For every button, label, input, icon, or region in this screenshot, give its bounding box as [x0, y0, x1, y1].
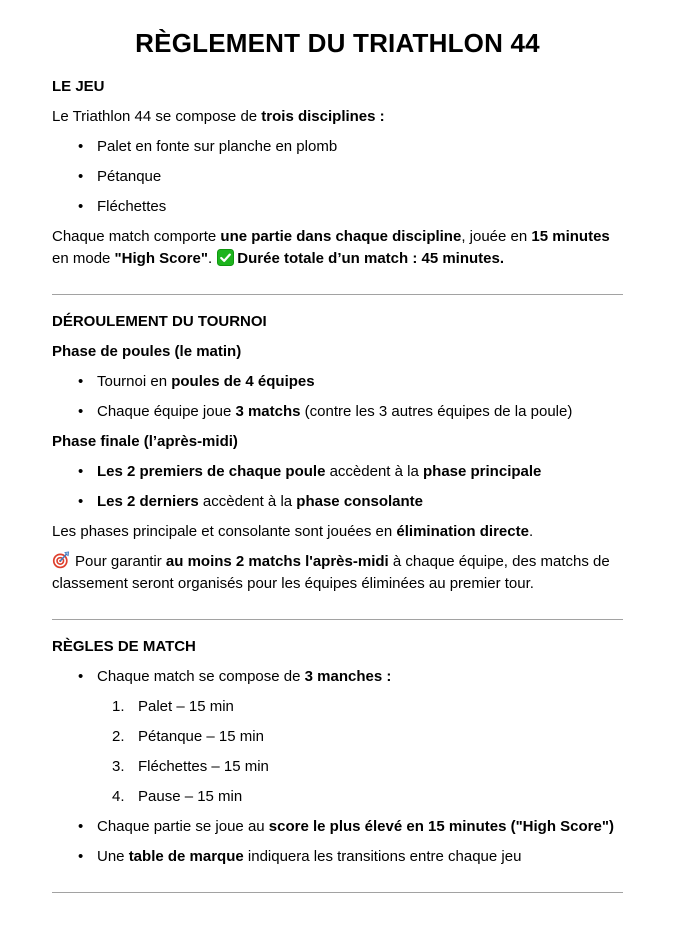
bold-text-run: poules de 4 équipes: [171, 373, 315, 390]
text-run: en mode: [52, 250, 115, 267]
list-item: [52, 136, 623, 158]
bullet-marker: •: [78, 138, 84, 155]
subheading-phase-poules: Phase de poules (le matin): [52, 343, 242, 360]
bold-text-run: une partie dans chaque discipline: [220, 228, 462, 245]
bold-text-run: Durée totale d’un match : 45 minutes.: [237, 250, 505, 267]
disciplines-list: [52, 136, 623, 226]
bold-text-run: 3 matchs: [235, 403, 301, 420]
list-item-text: Fléchettes: [97, 198, 167, 215]
text-run: Les phases principale et consolante sont jouées en: [52, 523, 397, 540]
bold-text-run: au moins 2 matchs l'après-midi: [165, 553, 389, 570]
section-heading-deroulement: DÉROULEMENT DU TOURNOI: [52, 313, 267, 330]
text-run: Le Triathlon 44 se compose de: [52, 108, 262, 125]
bullet-marker: •: [78, 198, 84, 215]
section-divider: [52, 294, 623, 295]
bold-text-run: 3 manches :: [304, 668, 392, 685]
text-run: Chaque partie se joue au: [97, 818, 269, 835]
numbered-list-item: [52, 756, 623, 778]
bold-text-run: phase consolante: [296, 493, 423, 510]
list-item: [52, 816, 623, 838]
text-run: indiquera les transitions entre chaque jeu: [243, 848, 522, 865]
numbered-list-item: [52, 786, 623, 808]
numbered-list-item: [52, 726, 623, 748]
bold-text-run: score le plus élevé en 15 minutes ("High Score"): [268, 818, 614, 835]
bold-text-run: 15 minutes: [531, 228, 610, 245]
text-run: accèdent à la: [325, 463, 423, 480]
bold-text-run: trois disciplines :: [261, 108, 385, 125]
section-divider: [52, 892, 623, 893]
phase-finale-list: [52, 461, 623, 521]
bullet-marker: •: [78, 168, 84, 185]
text-run: .: [207, 250, 217, 267]
phase-poules-list: [52, 371, 623, 431]
target-icon: [52, 551, 70, 569]
list-item-text: Palet – 15 min: [138, 698, 234, 715]
regles-list: [52, 666, 623, 876]
number-marker: 3.: [112, 758, 125, 775]
guarantee-note-paragraph: [52, 551, 623, 595]
match-format-paragraph: [52, 226, 623, 270]
bold-text-run: "High Score": [114, 250, 208, 267]
bold-text-run: Les 2 derniers: [97, 493, 199, 510]
section-divider: [52, 619, 623, 620]
text-run: .: [528, 523, 534, 540]
numbered-list-item: [52, 696, 623, 718]
section-le-jeu: [52, 76, 623, 278]
number-marker: 1.: [112, 698, 125, 715]
section-heading-regles: RÈGLES DE MATCH: [52, 638, 196, 655]
section-heading-le-jeu: LE JEU: [52, 78, 105, 95]
bold-text-run: table de marque: [128, 848, 244, 865]
list-item: [52, 166, 623, 188]
bullet-marker: •: [78, 493, 84, 510]
list-item-text: Pétanque – 15 min: [138, 728, 264, 745]
text-run: accèdent à la: [198, 493, 297, 510]
bullet-marker: •: [78, 463, 84, 480]
list-item-text: Fléchettes – 15 min: [138, 758, 269, 775]
list-item: [52, 371, 623, 393]
text-run: (contre les 3 autres équipes de la poule): [300, 403, 573, 420]
bullet-marker: •: [78, 818, 84, 835]
text-run: , jouée en: [461, 228, 532, 245]
text-run: à chaque équipe, des matchs de classement seront organisés pour les équipes éliminées au premier tour.: [52, 553, 610, 592]
text-run: Tournoi en: [97, 373, 172, 390]
list-item: [52, 401, 623, 423]
section-deroulement: [52, 311, 623, 603]
bold-text-run: Les 2 premiers de chaque poule: [97, 463, 326, 480]
intro-paragraph: [52, 106, 623, 128]
list-item-text: Pétanque: [97, 168, 162, 185]
number-marker: 4.: [112, 788, 125, 805]
bullet-marker: •: [78, 668, 84, 685]
page-title: RÈGLEMENT DU TRIATHLON 44: [135, 28, 540, 58]
text-run: Pour garantir: [75, 553, 166, 570]
number-marker: 2.: [112, 728, 125, 745]
text-run: Chaque match comporte: [52, 228, 221, 245]
bullet-marker: •: [78, 403, 84, 420]
list-item: [52, 196, 623, 218]
list-item: [52, 461, 623, 483]
list-item: [52, 666, 623, 688]
list-item: [52, 491, 623, 513]
elimination-paragraph: [52, 521, 623, 543]
manches-numbered-list: [52, 696, 623, 816]
bullet-marker: •: [78, 848, 84, 865]
text-run: Chaque match se compose de: [97, 668, 305, 685]
bold-text-run: phase principale: [423, 463, 542, 480]
text-run: Chaque équipe joue: [97, 403, 236, 420]
list-item: [52, 846, 623, 868]
list-item-text: Palet en fonte sur planche en plomb: [97, 138, 338, 155]
subheading-phase-finale: Phase finale (l’après-midi): [52, 433, 238, 450]
list-item-text: Pause – 15 min: [138, 788, 243, 805]
text-run: Une: [97, 848, 129, 865]
bold-text-run: élimination directe: [396, 523, 529, 540]
bullet-marker: •: [78, 373, 84, 390]
section-regles: [52, 636, 623, 876]
check-icon: [217, 249, 234, 266]
